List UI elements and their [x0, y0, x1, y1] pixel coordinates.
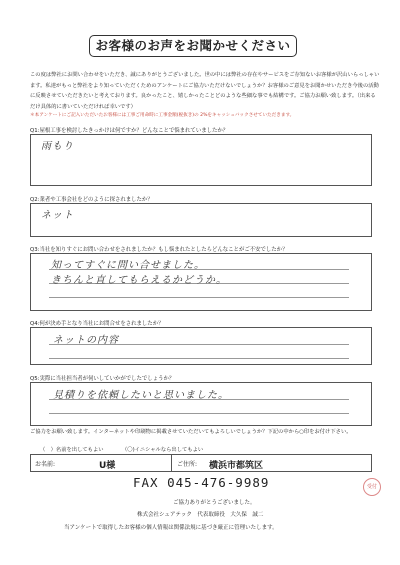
- publication-request: ご協力をお願い致します。インターネットや印刷物に掲載させていただいてもよろしいでしょうか？下記の中から○印をお付け下さい。: [30, 429, 352, 435]
- page-title: お客様のお声をお聞かせください: [89, 35, 297, 57]
- question-4-answer: ネットの内容: [53, 335, 119, 346]
- cashback-notice: ＊本アンケートにご記入いただいたお客様には工事ご用命時に工事金額(税抜き)の 2%をキャッシュバックさせていただきます。: [30, 113, 295, 118]
- field-divider: [171, 455, 172, 471]
- answer-rule: [49, 413, 349, 414]
- reception-stamp: 受付: [363, 478, 381, 496]
- company-name: 株式会社シェアテック 代表取締役 大久保 誠二: [137, 512, 264, 518]
- question-5-answer: 見積りを依頼したいと思いました。: [53, 390, 229, 401]
- question-3-answer-box: [30, 253, 372, 311]
- question-4-label: Q4:何が決め手となり当社にお問合せをされましたか？: [30, 321, 164, 327]
- question-2-answer-box: [30, 203, 372, 237]
- question-1-label: Q1:屋根工事を検討したきっかけは何ですか？どんなことで悩まれていましたか？: [30, 128, 229, 134]
- address-value[interactable]: 横浜市都筑区: [209, 461, 264, 471]
- name-value[interactable]: U様: [99, 461, 116, 471]
- privacy-note: 当アンケートで取得したお客様の個人情報は関係法規に基づき厳正に管理いたします。: [64, 525, 278, 531]
- question-3-label: Q3:当社を知りすぐにお問い合わせをされましたか？もし悩まれたとしたらどんなことがご不安でしたか？: [30, 247, 288, 253]
- question-1-answer: 雨もり: [41, 141, 74, 152]
- intro-text: この度は弊社にお問い合わせをいただき、誠にありがとうございました。世の中には弊社の存在やサービスをご存知ないお客様が沢山いらっしゃいます。私達がもっと弊社をより知っていただくためのアンケートにご協力いただけないでしょうか？お客様のご意見をお聞かせいただき今後の活動に反映させていただきたいと考えております。良かったこと、嬉しかったことどのような些細な事でも結構です。ご協力お願い致します。（出来るだけ具体的に書いていただければ幸いです）: [30, 72, 380, 110]
- question-3-answer-line-2: きちんと直してもらえるかどうか。: [51, 275, 227, 286]
- answer-rule: [49, 358, 349, 359]
- answer-rule: [49, 297, 349, 298]
- question-3-answer-line-1: 知ってすぐに問い合せました。: [51, 260, 205, 271]
- question-4-answer-box: [30, 327, 372, 365]
- question-1-answer-box: [30, 134, 372, 186]
- name-label: お名前:: [35, 461, 56, 468]
- option-name-ok[interactable]: （ ）名前を出してもよい: [40, 447, 104, 453]
- fax-number: FAX 045-476-9989: [133, 475, 270, 490]
- question-5-label: Q5:実際に当社担当者が伺いしていかがでしたでしょうか？: [30, 376, 175, 382]
- address-label: ご住所:: [177, 461, 198, 468]
- thanks-text: ご協力ありがとうございました。: [173, 500, 256, 506]
- name-address-box: [30, 454, 372, 472]
- question-5-answer-box: [30, 382, 372, 426]
- question-2-answer: ネット: [41, 210, 74, 221]
- question-2-label: Q2:業者や工事会社をどのように探されましたか？: [30, 197, 153, 203]
- option-initials-ok[interactable]: （〇)イニシャルなら出してもよい: [122, 447, 204, 453]
